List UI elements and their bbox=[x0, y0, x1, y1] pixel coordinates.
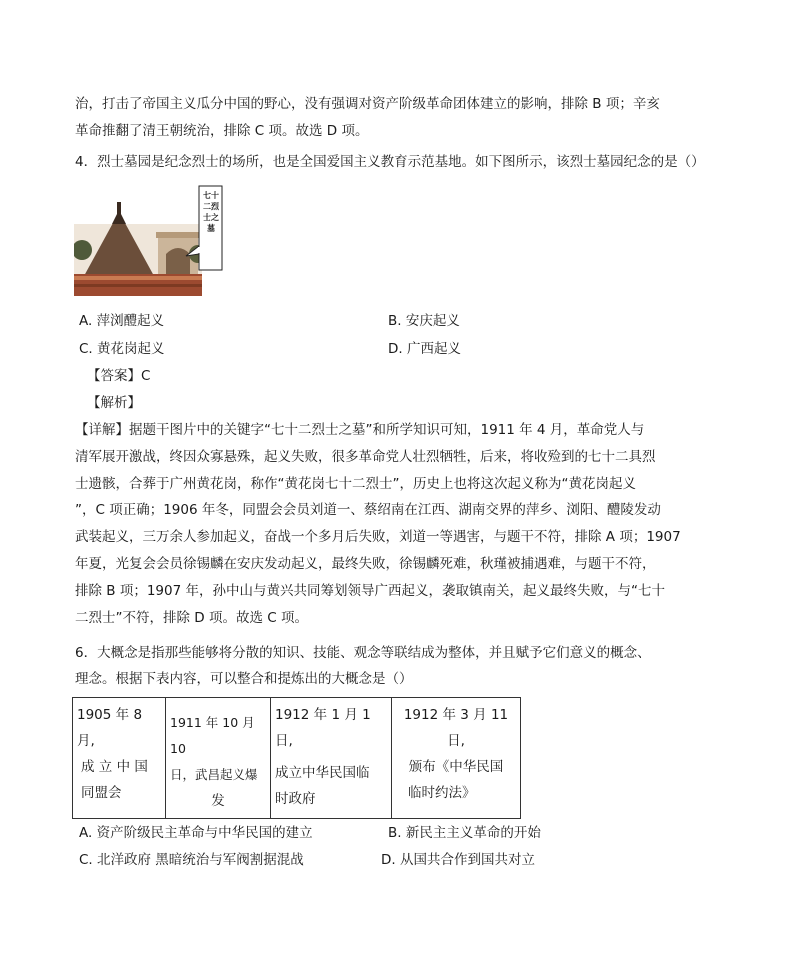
timeline-table bbox=[72, 697, 521, 819]
q4-option-c: C. 黄花岗起义 bbox=[79, 341, 165, 357]
table-cell bbox=[73, 698, 166, 819]
sign-text: 七十二烈士之墓 bbox=[203, 191, 219, 233]
q4-option-a: A. 萍浏醴起义 bbox=[79, 313, 165, 329]
question-6: 6．大概念是指那些能够将分散的知识、技能、观念等联结成为整体，并且赋予它们意义的概念、 bbox=[75, 645, 651, 661]
cell-text: 同盟会 bbox=[81, 785, 122, 801]
cell-date: 1905 年 8 月, bbox=[77, 707, 143, 749]
cell-date: 1912 年 1 月 1 日, bbox=[275, 707, 371, 749]
text-line: 治，打击了帝国主义瓜分中国的野心，没有强调对资产阶级革命团体建立的影响，排除 B 项；辛亥 bbox=[75, 96, 660, 112]
question-6-cont: 理念。根据下表内容，可以整合和提炼出的大概念是（） bbox=[75, 671, 413, 687]
detail-line: 清军展开激战，终因众寡悬殊，起义失败，很多革命党人壮烈牺牲，后来，将收殓到的七十二具烈 bbox=[75, 449, 656, 465]
detail-line: ”，C 项正确；1906 年冬，同盟会会员刘道一、蔡绍南在江西、湖南交界的萍乡、浏阳、醴陵发动 bbox=[75, 502, 661, 518]
table-row bbox=[73, 698, 521, 819]
detail-line: 年夏，光复会会员徐锡麟在安庆发动起义，最终失败，徐锡麟死难，秋瑾被捕遇难，与题干不符， bbox=[75, 556, 656, 572]
cell-text: 发 bbox=[211, 793, 225, 809]
cell-text: 日, bbox=[447, 733, 465, 749]
detail-line: 武装起义，三万余人参加起义，奋战一个多月后失败，刘道一等遇害，与题干不符，排除 A 项；1907 bbox=[75, 529, 681, 545]
cell-text: 临时约法》 bbox=[408, 785, 476, 801]
q6-option-d: D. 从国共合作到国共对立 bbox=[381, 852, 535, 868]
question-4: 4．烈士墓园是纪念烈士的场所，也是全国爱国主义教育示范基地。如下图所示，该烈士墓园纪念的是（） bbox=[75, 154, 705, 170]
detail-line: 排除 B 项；1907 年，孙中山与黄兴共同筹划领导广西起义，袭取镇南关，起义最终失败，与“七十 bbox=[75, 583, 665, 599]
detail-line: 二烈士”不符，排除 D 项。故选 C 项。 bbox=[75, 610, 308, 626]
table-cell bbox=[166, 698, 271, 819]
q4-option-d: D. 广西起义 bbox=[388, 341, 461, 357]
cell-text: 颁布《中华民国 bbox=[408, 759, 504, 775]
text-line: 革命推翻了清王朝统治，排除 C 项。故选 D 项。 bbox=[75, 123, 369, 139]
q4-option-b: B. 安庆起义 bbox=[388, 313, 460, 329]
cell-date: 1912 年 3 月 11 bbox=[403, 707, 509, 723]
cell-text: 时政府 bbox=[275, 791, 316, 807]
cell-text: 成立中华民国临 bbox=[275, 765, 370, 781]
cell-date: 1911 年 10 月 10 bbox=[170, 715, 255, 756]
detail-line: 士遗骸，合葬于广州黄花岗，称作“黄花岗七十二烈士”，历史上也将这次起义称为“黄花岗起义 bbox=[75, 476, 636, 492]
detail-line: 【详解】据题干图片中的关键字“七十二烈士之墓”和所学知识可知，1911 年 4 月，革命党人与 bbox=[75, 422, 645, 438]
table-cell bbox=[271, 698, 392, 819]
analysis-heading: 【解析】 bbox=[87, 395, 141, 411]
cell-text: 日，武昌起义爆 bbox=[170, 767, 258, 782]
answer: 【答案】C bbox=[87, 368, 151, 384]
q6-option-b: B. 新民主主义革命的开始 bbox=[388, 825, 541, 841]
q6-option-a: A. 资产阶级民主革命与中华民国的建立 bbox=[79, 825, 313, 841]
cell-text: 成 立 中 国 bbox=[81, 759, 148, 775]
q6-option-c: C. 北洋政府 黑暗统治与军阀割据混战 bbox=[79, 852, 304, 868]
table-cell bbox=[392, 698, 521, 819]
